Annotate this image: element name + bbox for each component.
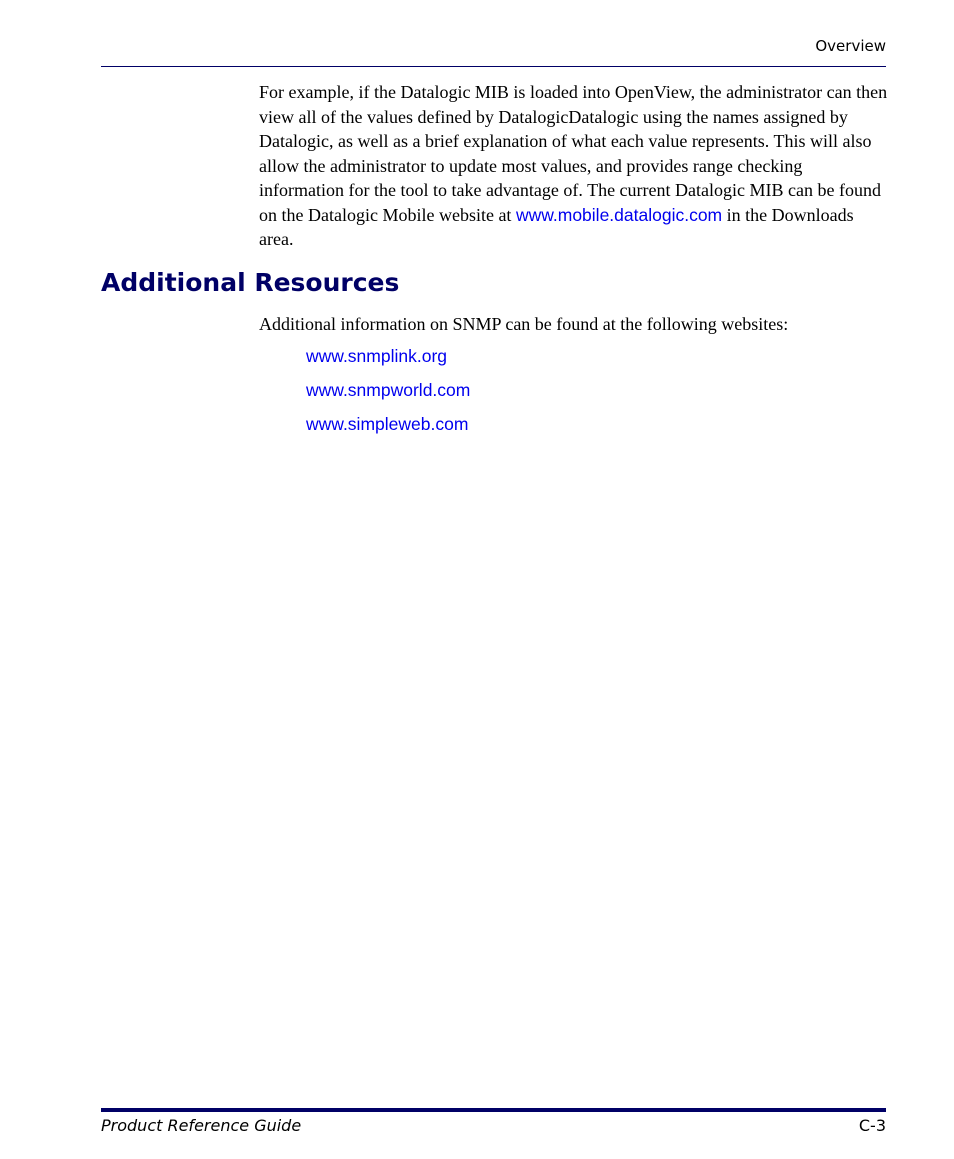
snmpworld-link[interactable]: www.snmpworld.com — [306, 380, 471, 400]
intro-tail: in the Downloads area. — [259, 204, 854, 249]
snmplink-link[interactable]: www.snmplink.org — [306, 346, 448, 366]
page-number: C-3 — [858, 1116, 886, 1135]
resources-text: Additional information on SNMP can be found at the following websites: — [259, 314, 789, 334]
footer-title: Product Reference Guide — [101, 1116, 302, 1135]
header-rule — [101, 66, 886, 67]
section-heading: Additional Resources — [101, 268, 400, 297]
simpleweb-link[interactable]: www.simpleweb.com — [306, 414, 469, 434]
footer-rule — [101, 1108, 886, 1112]
intro-text: For example, if the Datalogic MIB is loaded into OpenView, the administrator can then view all of the values defined by DatalogicDatalogic using the names assigned by Datalogic, as well as a brief explanation of what each value represents. This will also allow the administrator to update most values, and provides range checking information for the tool to take advantage of. The current Datalogic MIB can be found on the Datalogic Mobile website at — [259, 82, 888, 225]
resource-links — [306, 346, 470, 448]
running-header: Overview — [815, 37, 886, 55]
datalogic-link[interactable]: www.mobile.datalogic.com — [515, 204, 723, 225]
intro-paragraph — [259, 80, 889, 252]
